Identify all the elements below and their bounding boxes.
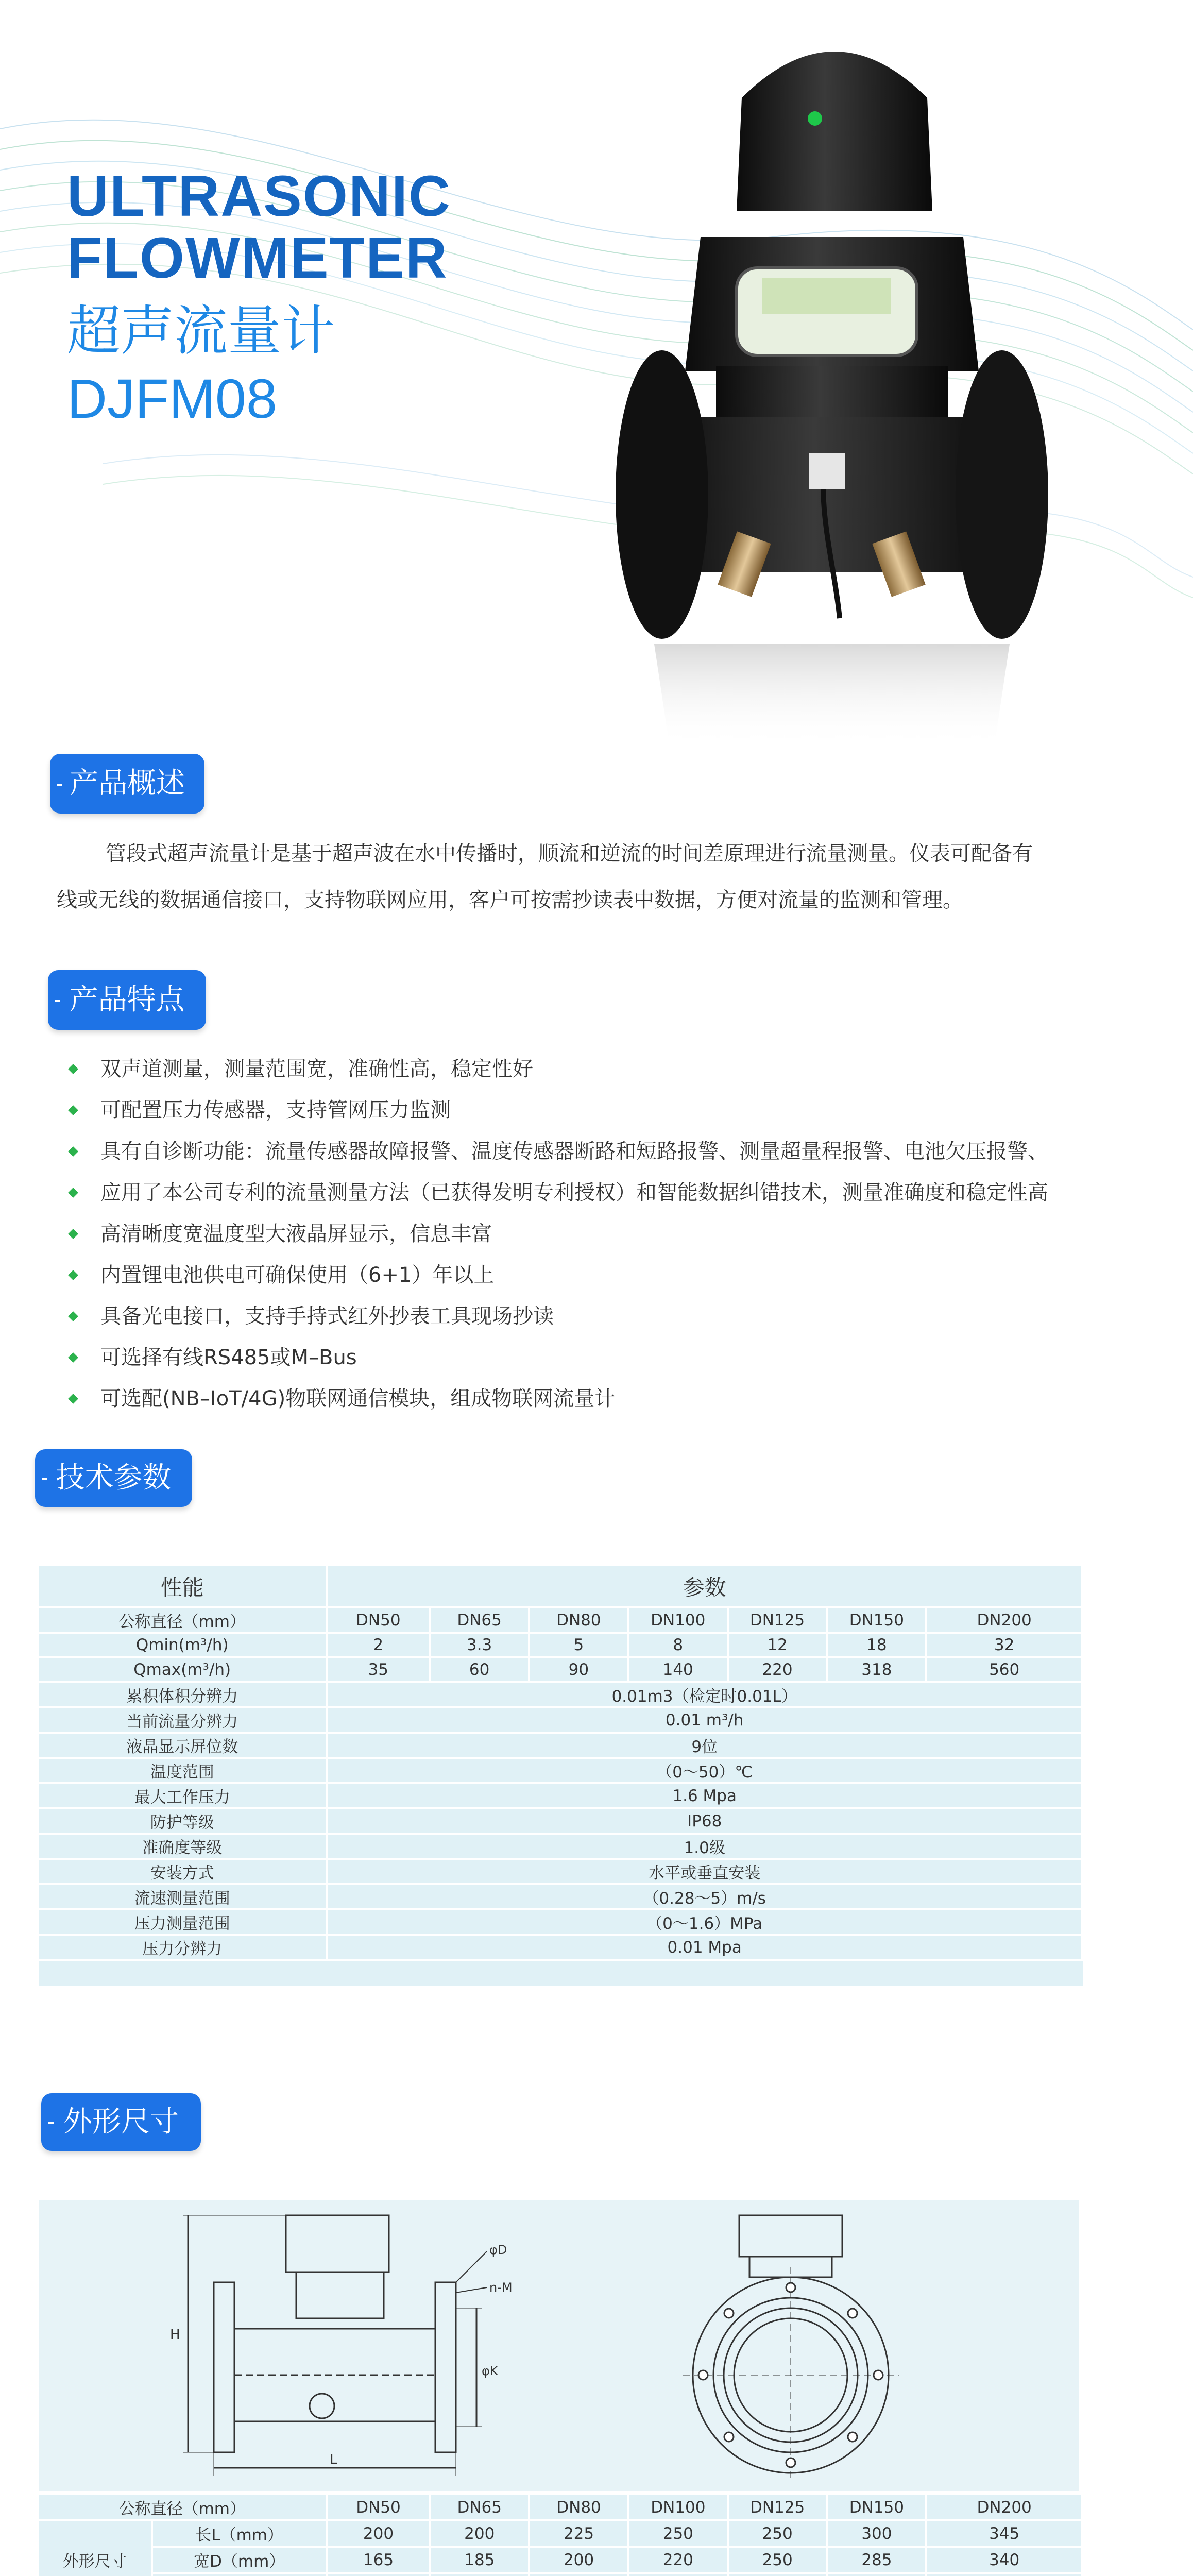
group-label: 外形尺寸: [39, 2520, 152, 2576]
cell: 185: [430, 2547, 529, 2573]
table-row: [39, 1707, 1082, 1733]
section-title-overview: [50, 754, 204, 814]
table-row: [39, 1808, 1082, 1834]
table-row: [39, 1909, 1082, 1935]
cell: DN100: [628, 2495, 728, 2520]
row-value: 0.01 Mpa: [327, 1935, 1082, 1960]
specs-header-right: 参数: [327, 1566, 1082, 1607]
table-row: [39, 2520, 1082, 2547]
row-label: 防护等级: [39, 1808, 327, 1834]
specs-header-row: [39, 1566, 1082, 1607]
feature-text: 可选配(NB–IoT/4G)物联网通信模块，组成物联网流量计: [100, 1387, 616, 1411]
row-value: （0～50）℃: [327, 1758, 1082, 1783]
cell: 560: [926, 1657, 1082, 1682]
row-label: 公称直径（mm）: [39, 1607, 327, 1633]
table-row: [39, 1758, 1082, 1783]
feature-item: [70, 1131, 1048, 1172]
row-label: 安装方式: [39, 1859, 327, 1884]
label-K: φK: [482, 2364, 498, 2378]
cell: [926, 2573, 1082, 2576]
diamond-bullet-icon: [68, 1229, 78, 1239]
diamond-bullet-icon: [68, 1064, 78, 1074]
section-title-dimensions: [41, 2093, 201, 2151]
model-number: DJFM08: [67, 367, 278, 430]
cell: DN200: [926, 2495, 1082, 2520]
title-en-line2: FLOWMETER: [67, 226, 448, 290]
feature-text: 高清晰度宽温度型大液晶屏显示，信息丰富: [100, 1222, 492, 1246]
cell: 2: [327, 1633, 430, 1657]
row-label: 准确度等级: [39, 1834, 327, 1859]
table-row: [39, 1859, 1082, 1884]
row-label: 累积体积分辨力: [39, 1682, 327, 1707]
cell: [529, 2573, 628, 2576]
row-label: 宽D（mm）: [152, 2547, 327, 2573]
cell: [327, 2573, 430, 2576]
cell: 12: [728, 1633, 827, 1657]
feature-item: [70, 1378, 1048, 1419]
cell: DN50: [327, 2495, 430, 2520]
title-en-line1: ULTRASONIC: [67, 164, 451, 228]
feature-text: 应用了本公司专利的流量测量方法（已获得发明专利授权）和智能数据纠错技术，测量准确度和稳定性高: [100, 1181, 1048, 1205]
row-value: 1.0级: [327, 1834, 1082, 1859]
section-title-dimensions-label: 外形尺寸: [63, 2105, 179, 2139]
cell: 8: [628, 1633, 728, 1657]
row-value: （0.28～5）m/s: [327, 1884, 1082, 1909]
cell: 90: [529, 1657, 628, 1682]
feature-text: 具有自诊断功能：流量传感器故障报警、温度传感器断路和短路报警、测量超量程报警、电池欠压报警、: [100, 1140, 1048, 1163]
section-title-features: [48, 970, 206, 1030]
diamond-bullet-icon: [68, 1105, 78, 1115]
feature-text: 双声道测量，测量范围宽，准确性高，稳定性好: [100, 1057, 533, 1081]
cell: 220: [728, 1657, 827, 1682]
cell: [728, 2573, 827, 2576]
row-label: 液晶显示屏位数: [39, 1733, 327, 1758]
cell: 200: [430, 2520, 529, 2547]
table-row: [39, 1783, 1082, 1808]
feature-item: [70, 1090, 1048, 1131]
row-value: 9位: [327, 1733, 1082, 1758]
specs-table: [39, 1566, 1083, 1961]
cell: 32: [926, 1633, 1082, 1657]
label-nM: n-M: [489, 2280, 513, 2295]
cell: 35: [327, 1657, 430, 1682]
cell: DN125: [728, 2495, 827, 2520]
feature-text: 可选择有线RS485或M–Bus: [100, 1346, 357, 1369]
title-cn: 超声流量计: [67, 299, 335, 362]
cell: 225: [529, 2520, 628, 2547]
cell: DN80: [529, 1607, 628, 1633]
row-label: Qmin(m³/h): [39, 1633, 327, 1657]
diamond-bullet-icon: [68, 1270, 78, 1280]
feature-item: [70, 1337, 1048, 1378]
cell: DN50: [327, 1607, 430, 1633]
cell: 3.3: [430, 1633, 529, 1657]
label-D: φD: [489, 2243, 507, 2257]
table-row: [39, 1633, 1082, 1657]
cell: DN200: [926, 1607, 1082, 1633]
cell: 5: [529, 1633, 628, 1657]
row-value: （0～1.6）MPa: [327, 1909, 1082, 1935]
cell: 250: [628, 2520, 728, 2547]
feature-text: 具备光电接口，支持手持式红外抄表工具现场抄读: [100, 1304, 554, 1328]
cell: [430, 2573, 529, 2576]
table-row: [39, 1682, 1082, 1707]
table-row: [39, 1657, 1082, 1682]
dimensions-table: [39, 2495, 1083, 2576]
table-row: [39, 1834, 1082, 1859]
cell: 60: [430, 1657, 529, 1682]
cell: 250: [728, 2520, 827, 2547]
table-row: [39, 2547, 1082, 2573]
front-view-drawing: [672, 2210, 919, 2483]
section-title-overview-label: 产品概述: [70, 767, 185, 800]
row-label: 当前流量分辨力: [39, 1707, 327, 1733]
row-value: 0.01m3（检定时0.01L）: [327, 1682, 1082, 1707]
overview-paragraph-line1: 管段式超声流量计是基于超声波在水中传播时，顺流和逆流的时间差原理进行流量测量。仪表可配备有: [106, 842, 1033, 866]
table-row: [39, 2495, 1082, 2520]
cell: [827, 2573, 927, 2576]
table-row: [39, 1884, 1082, 1909]
cell: DN100: [628, 1607, 728, 1633]
section-title-specs: [35, 1449, 192, 1507]
row-label: 公称直径（mm）: [39, 2495, 327, 2520]
row-label: 长L（mm）: [152, 2520, 327, 2547]
cell: 250: [728, 2547, 827, 2573]
cell: DN150: [827, 2495, 927, 2520]
diamond-bullet-icon: [68, 1394, 78, 1404]
feature-item: [70, 1172, 1048, 1213]
cell: DN65: [430, 2495, 529, 2520]
table-row: [39, 2573, 1082, 2576]
cell: DN80: [529, 2495, 628, 2520]
row-label: 最大工作压力: [39, 1783, 327, 1808]
cell: 345: [926, 2520, 1082, 2547]
label-L: L: [330, 2452, 337, 2467]
cell: 165: [327, 2547, 430, 2573]
row-value: 1.6 Mpa: [327, 1783, 1082, 1808]
feature-text: 可配置压力传感器，支持管网压力监测: [100, 1098, 451, 1122]
flowmeter-product-image: [592, 10, 1056, 747]
row-value: 水平或垂直安装: [327, 1859, 1082, 1884]
cell: 18: [827, 1633, 926, 1657]
row-value: 0.01 m³/h: [327, 1707, 1082, 1733]
cell: DN65: [430, 1607, 529, 1633]
cell: 318: [827, 1657, 926, 1682]
table-row: [39, 1733, 1082, 1758]
row-label: Qmax(m³/h): [39, 1657, 327, 1682]
cell: DN150: [827, 1607, 926, 1633]
cell: [628, 2573, 728, 2576]
row-value: IP68: [327, 1808, 1082, 1834]
row-label: 流速测量范围: [39, 1884, 327, 1909]
row-label: 压力分辨力: [39, 1935, 327, 1960]
diamond-bullet-icon: [68, 1352, 78, 1363]
feature-item: [70, 1213, 1048, 1255]
cell: 220: [628, 2547, 728, 2573]
feature-item: [70, 1296, 1048, 1337]
cell: 340: [926, 2547, 1082, 2573]
side-view-drawing: [167, 2210, 569, 2483]
diamond-bullet-icon: [68, 1146, 78, 1157]
cell: 285: [827, 2547, 927, 2573]
cell: 200: [529, 2547, 628, 2573]
row-label: [152, 2573, 327, 2576]
overview-paragraph-line2: 线或无线的数据通信接口，支持物联网应用，客户可按需抄读表中数据，方便对流量的监测和管理。: [57, 888, 963, 912]
section-title-features-label: 产品特点: [69, 983, 185, 1016]
hero-banner: [0, 0, 1193, 747]
specs-header-left: 性能: [39, 1566, 327, 1607]
table-row: [39, 1607, 1082, 1633]
section-title-specs-label: 技术参数: [56, 1461, 172, 1495]
cell: DN125: [728, 1607, 827, 1633]
row-label: 温度范围: [39, 1758, 327, 1783]
row-label: 压力测量范围: [39, 1909, 327, 1935]
dimension-drawings: [39, 2200, 1079, 2491]
feature-text: 内置锂电池供电可确保使用（6+1）年以上: [100, 1263, 495, 1287]
feature-item: [70, 1255, 1048, 1296]
table-row: [39, 1935, 1082, 1960]
diamond-bullet-icon: [68, 1188, 78, 1198]
cell: 140: [628, 1657, 728, 1682]
features-list: [70, 1048, 1048, 1419]
cell: 200: [327, 2520, 430, 2547]
diamond-bullet-icon: [68, 1311, 78, 1321]
cell: 300: [827, 2520, 927, 2547]
label-H: H: [170, 2327, 180, 2343]
feature-item: [70, 1048, 1048, 1090]
